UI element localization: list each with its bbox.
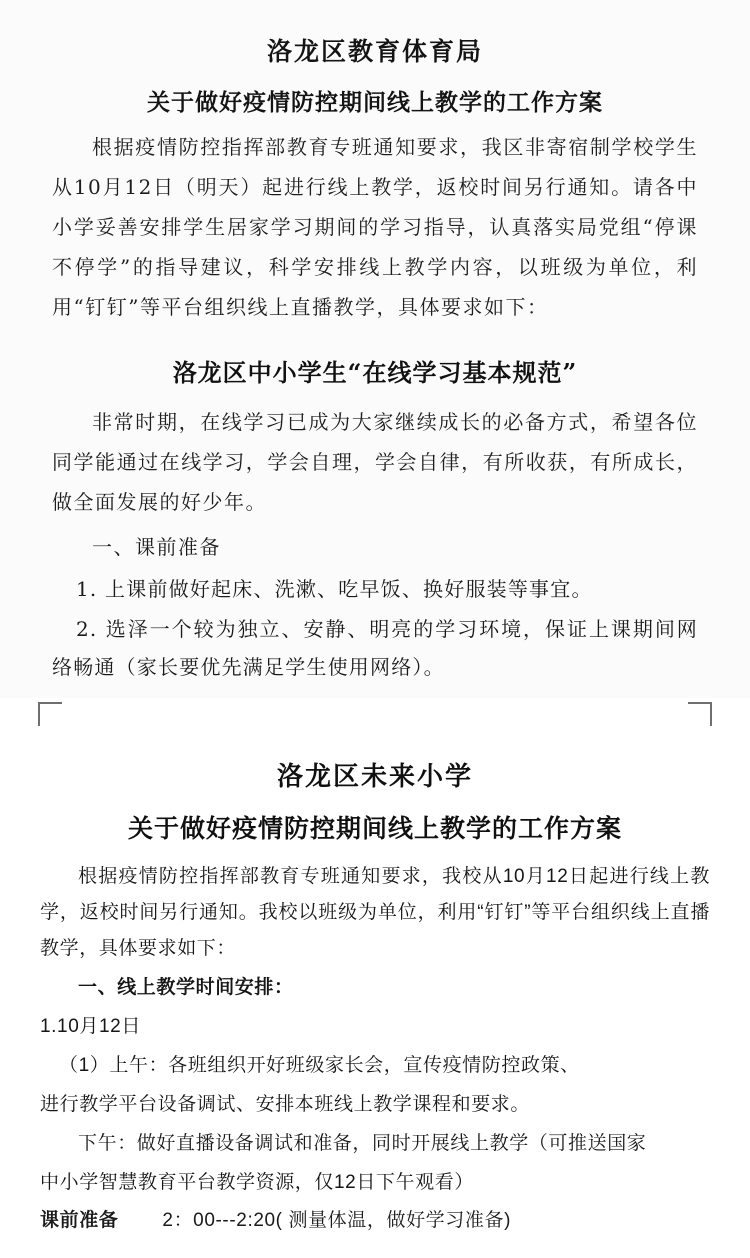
page-title: 洛龙区未来小学 bbox=[276, 761, 473, 791]
document-subtitle: 关于做好疫情防控期间线上教学的工作方案 bbox=[127, 815, 622, 843]
document-subtitle: 关于做好疫情防控期间线上教学的工作方案 bbox=[147, 89, 603, 116]
page-title: 洛龙区教育体育局 bbox=[266, 37, 483, 66]
list-item: 1. 上课前做好起床、洗漱、吃早饭、换好服装等事宜。 bbox=[76, 577, 593, 601]
crop-mark-icon bbox=[688, 702, 712, 726]
list-item: 中小学智慧教育平台教学资源，仅12日下午观看） bbox=[40, 1172, 474, 1193]
schedule-value: 2：00---2:20( 测量体温，做好学习准备) bbox=[162, 1210, 512, 1231]
schedule-row bbox=[40, 1204, 710, 1238]
list-item: 进行教学平台设备调试、安排本班线上教学课程和要求。 bbox=[40, 1094, 531, 1115]
body-paragraph: 根据疫情防控指挥部教育专班通知要求，我区非寄宿制学校学生从10月12日（明天）起进行线上教学，返校时间另行通知。请各中小学妥善安排学生居家学习期间的学习指导，认真落实局党组“停课不停学”的指导建议，科学安排线上教学内容，以班级为单位，利用“钉钉”等平台组织线上直播教学，具体要求如下： bbox=[52, 135, 698, 319]
list-item: 下午：做好直播设备调试和准备，同时开展线上教学（可推送国家 bbox=[78, 1133, 647, 1154]
list-heading-preclass: 一、课前准备 bbox=[92, 535, 221, 559]
body-paragraph: 根据疫情防控指挥部教育专班通知要求，我校从10月12日起进行线上教学，返校时间另行通知。我校以班级为单位，利用“钉钉”等平台组织线上直播教学，具体要求如下： bbox=[40, 866, 710, 959]
section-heading-schedule: 一、线上教学时间安排： bbox=[78, 977, 294, 998]
document-school-notice bbox=[0, 732, 750, 1258]
list-item: 2. 选泽一个较为独立、安静、明亮的学习环境，保证上课期间网络畅通（家长要优先满足学生使用网络）。 bbox=[52, 617, 698, 679]
section-heading-online-study-norms: 洛龙区中小学生“在线学习基本规范” bbox=[172, 358, 578, 387]
schedule-label: 课前准备 bbox=[40, 1210, 119, 1231]
page-separator bbox=[0, 698, 750, 732]
list-item: （1）上午：各班组织开好班级家长会，宣传疫情防控政策、 bbox=[59, 1055, 580, 1076]
date-line: 1.10月12日 bbox=[40, 1016, 141, 1037]
crop-mark-icon bbox=[38, 702, 62, 726]
body-paragraph: 非常时期，在线学习已成为大家继续成长的必备方式，希望各位同学能通过在线学习，学会自理，学会自律，有所收获，有所成长，做全面发展的好少年。 bbox=[52, 410, 698, 514]
